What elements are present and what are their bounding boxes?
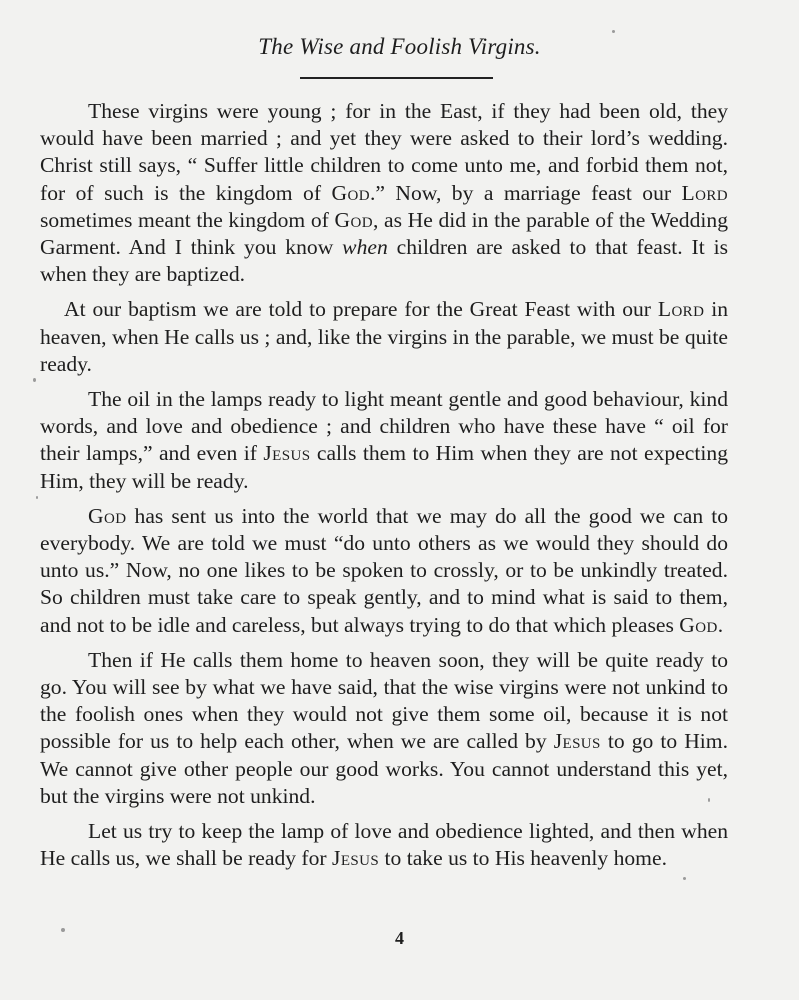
print-speck [612, 30, 615, 33]
running-head: The Wise and Foolish Virgins. [258, 34, 541, 59]
text-run: to take us to His heavenly home. [379, 846, 667, 871]
small-caps-word: Lord [681, 180, 728, 205]
text-run: Then if He calls them home to heaven soon, they will be quite ready to go. You will see by what we have said, that the wise virgins were not unkind to the foolish ones when they would not give them some oil, because it is not possible for us to help each other, when we are called by [40, 647, 728, 754]
body-text [40, 98, 728, 880]
text-run: The oil in the lamps ready to light meant gentle and good behaviour, kind words, and love and obedience ; and children who have these have “ oil for their lamps,” and even if [40, 387, 728, 466]
text-run: in heaven, when He calls us ; and, like the virgins in the parable, we must be quite ready. [40, 297, 728, 376]
print-speck [683, 877, 686, 880]
paragraph [40, 503, 728, 639]
text-run: children are asked to that feast. It is when they are baptized. [40, 235, 728, 287]
print-speck [708, 798, 710, 802]
small-caps-word: God [334, 207, 373, 232]
text-run: , as He did in the parable of the Wedding Garment. And I think you know [40, 207, 728, 260]
title-rule [300, 77, 493, 79]
text-run: .” Now, by a marriage feast our [369, 180, 682, 205]
text-run: sometimes meant the kingdom of [40, 207, 335, 232]
text-run: to go to Him. We cannot give other people our good works. You cannot understand this yet, but the virgins were not unkind. [40, 729, 728, 808]
paragraph [40, 296, 728, 378]
small-caps-word: Jesus [263, 441, 311, 466]
print-speck [36, 496, 38, 499]
text-run: has sent us into the world that we may do all the good we can to everybody. We are told we must “do unto others as we would they should do unto us.” Now, no one likes to be spoken to crossly, or to be unkindly treated. So children must take care to speak gently, and to mind what is said to them, and not to be idle and careless, but always trying to do that which pleases [40, 503, 728, 637]
paragraph [40, 386, 728, 495]
text-run: These virgins were young ; for in the East, if they had been old, they would have been married ; and yet they were asked to their lord’s wedding. Christ still says, “ Suffer little children to come unto me, and forbid them not, for of such is the kingdom of [40, 99, 728, 205]
text-run: At our baptism we are told to prepare for the Great Feast with our [64, 297, 658, 322]
paragraph [40, 647, 728, 810]
paragraph [40, 98, 728, 288]
paragraph [40, 818, 728, 872]
print-speck [33, 378, 36, 382]
text-run: . [717, 612, 724, 637]
small-caps-word: God [679, 612, 718, 637]
text-run: Let us try to keep the lamp of love and obedience lighted, and then when He calls us, we shall be ready for [40, 819, 728, 871]
text-run: calls them to Him when they are not expecting Him, they will be ready. [40, 441, 728, 493]
small-caps-word: God [331, 180, 370, 205]
small-caps-word: Jesus [553, 729, 601, 754]
small-caps-word: Jesus [332, 846, 380, 871]
print-speck [61, 928, 65, 932]
page-number: 4 [395, 928, 404, 948]
small-caps-word: God [88, 503, 127, 528]
italic-word: when [342, 235, 388, 260]
small-caps-word: Lord [657, 297, 705, 322]
